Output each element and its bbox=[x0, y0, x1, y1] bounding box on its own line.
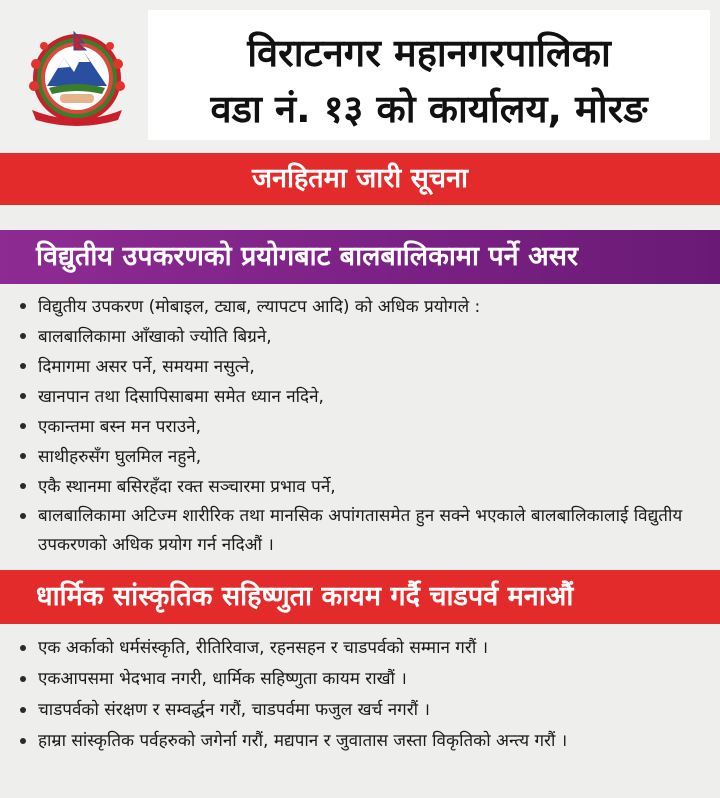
list-item: एक अर्काको धर्मसंस्कृति, रीतिरिवाज, रहनसहन र चाडपर्वको सम्मान गरौं । bbox=[18, 634, 708, 663]
section-heading-electronic-devices: विद्युतीय उपकरणको प्रयोगबाट बालबालिकामा पर्ने असर bbox=[0, 230, 720, 284]
list-item: एकआपसमा भेदभाव नगरी, धार्मिक सहिष्णुता कायम राखौं । bbox=[18, 665, 708, 694]
bullet-icon bbox=[20, 423, 26, 429]
office-title-box bbox=[148, 10, 710, 140]
list-item: बालबालिकामा अटिज्म शारीरिक तथा मानसिक अपांगतासमेत हुन सक्ने भएकाले बालबालिकालाई विद्युतीय उपकरणको अधिक प्रयोग गर्न नदिऔं । bbox=[18, 502, 708, 560]
bullet-icon bbox=[20, 707, 26, 713]
section-heading-religious-tolerance: धार्मिक सांस्कृतिक सहिष्णुता कायम गर्दै चाडपर्व मनाऔं bbox=[0, 570, 720, 624]
header bbox=[0, 0, 720, 148]
bullet-icon bbox=[20, 738, 26, 744]
list-item: चाडपर्वको संरक्षण र सम्वर्द्धन गरौं, चाडपर्वमा फजुल खर्च नगरौं । bbox=[18, 696, 708, 725]
public-notice-banner: जनहितमा जारी सूचना bbox=[0, 153, 720, 205]
list-item: एकै स्थानमा बसिरहँदा रक्त सञ्चारमा प्रभाव पर्ने, bbox=[18, 472, 708, 502]
religious-tolerance-list bbox=[18, 634, 708, 758]
list-item: खानपान तथा दिसापिसाबमा समेत ध्यान नदिने, bbox=[18, 382, 708, 412]
list-item: बालबालिकामा आँखाको ज्योति बिग्रने, bbox=[18, 322, 708, 352]
list-item: हाम्रा सांस्कृतिक पर्वहरुको जगेर्ना गरौं, मद्यपान र जुवातास जस्ता विकृतिको अन्त्य गरौं । bbox=[18, 727, 708, 756]
bullet-icon bbox=[20, 513, 26, 519]
bullet-icon bbox=[20, 303, 26, 309]
bullet-icon bbox=[20, 453, 26, 459]
municipality-name: विराटनगर महानगरपालिका bbox=[247, 31, 611, 75]
list-item: दिमागमा असर पर्ने, समयमा नसुत्ने, bbox=[18, 352, 708, 382]
list-item: साथीहरुसँग घुलमिल नहुने, bbox=[18, 442, 708, 472]
bullet-icon bbox=[20, 363, 26, 369]
bullet-icon bbox=[20, 676, 26, 682]
bullet-icon bbox=[20, 483, 26, 489]
bullet-icon bbox=[20, 645, 26, 651]
bullet-icon bbox=[20, 393, 26, 399]
electronic-devices-effects-list bbox=[18, 292, 708, 560]
list-item: एकान्तमा बस्न मन पराउने, bbox=[18, 412, 708, 442]
nepal-emblem-icon bbox=[22, 28, 132, 128]
bullet-icon bbox=[20, 333, 26, 339]
list-item: विद्युतीय उपकरण (मोबाइल, ट्याब, ल्यापटप आदि) को अधिक प्रयोगले : bbox=[18, 292, 708, 322]
ward-office-name: वडा नं. १३ को कार्यालय, मोरङ bbox=[210, 87, 648, 131]
